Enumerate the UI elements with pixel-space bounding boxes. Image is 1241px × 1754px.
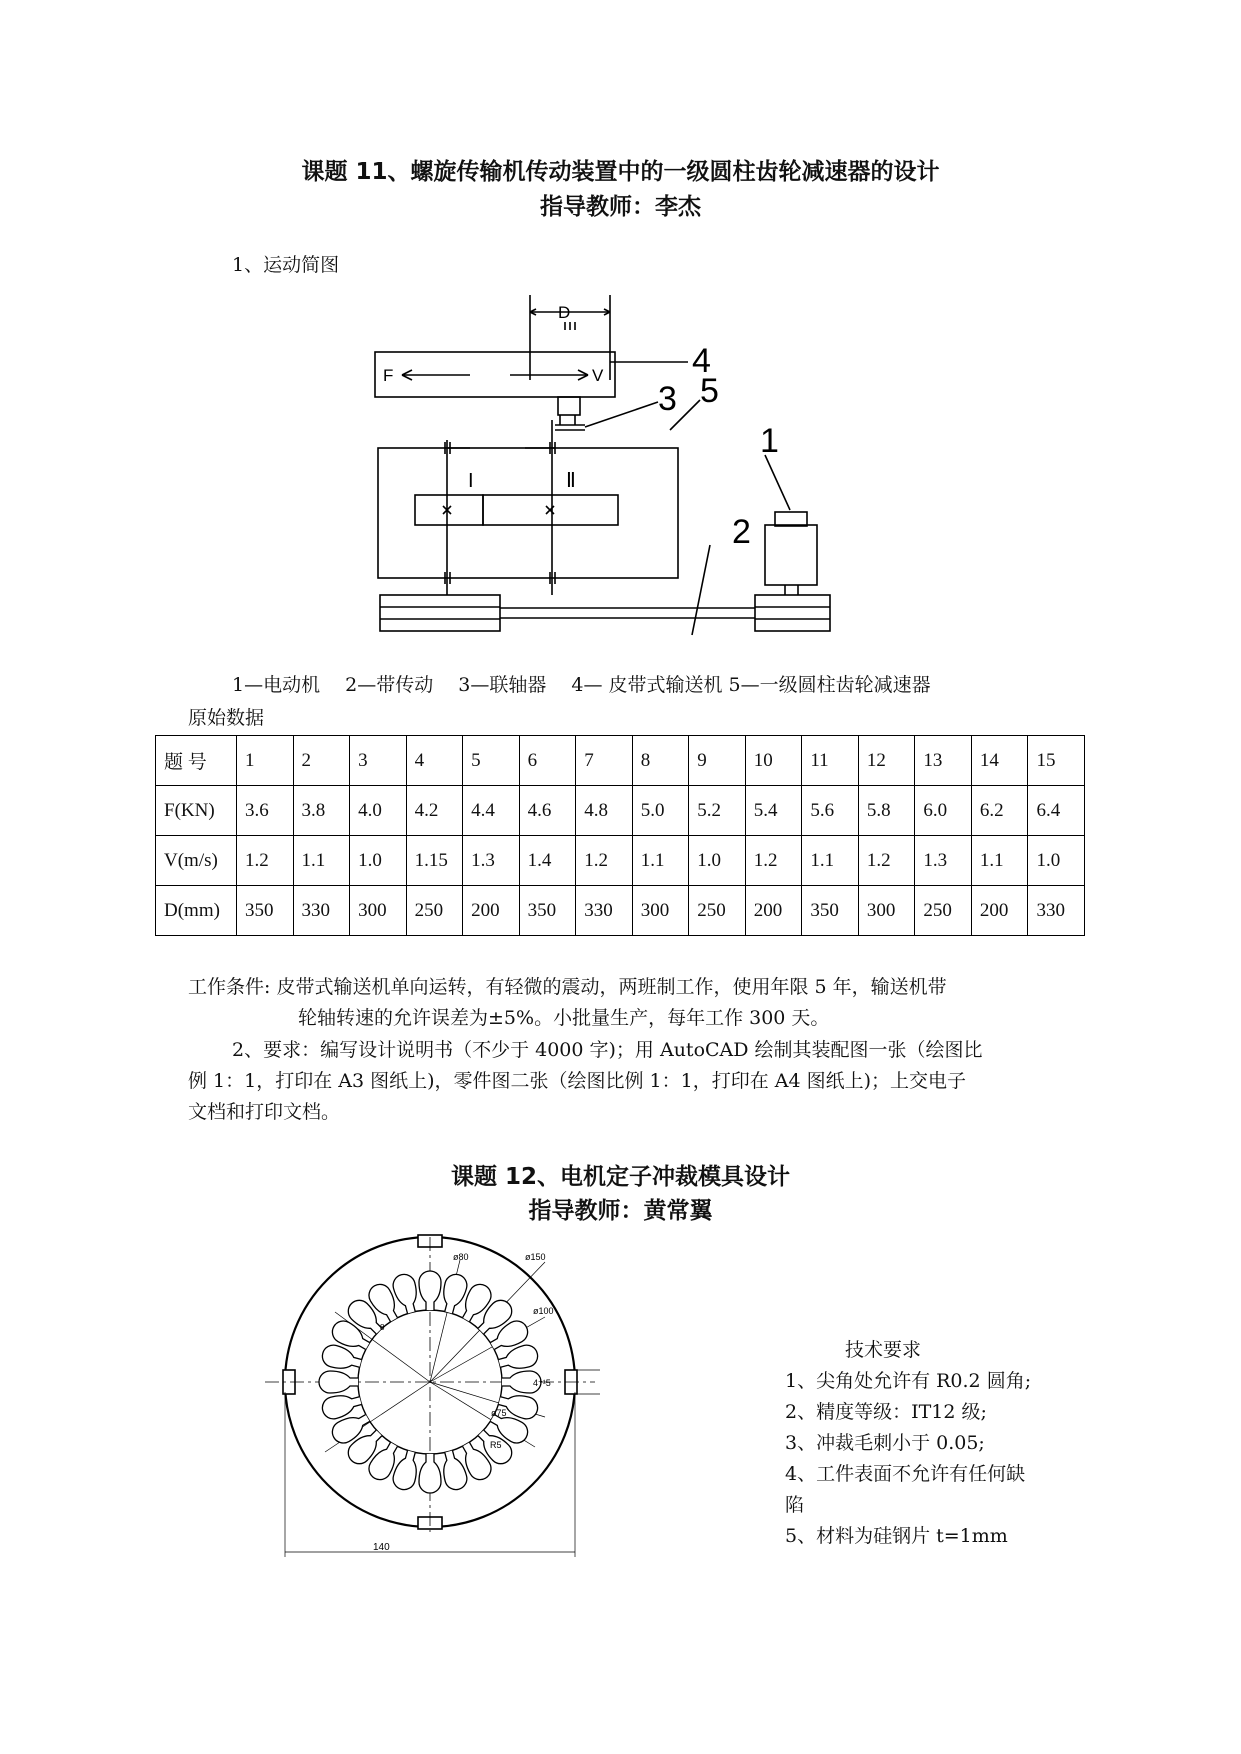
table-row xyxy=(156,736,1085,786)
conditions-line-2: 轮轴转速的允许误差为±5%。小批量生产，每年工作 300 天。 xyxy=(298,1007,830,1029)
table-row xyxy=(156,836,1085,886)
table-cell: 1.2 xyxy=(858,836,915,886)
table-cell: 3.6 xyxy=(237,786,294,836)
stator-slot xyxy=(419,1271,441,1310)
stator-drawing xyxy=(255,1232,605,1562)
dim-d150: ø150 xyxy=(525,1252,546,1262)
label-f: F xyxy=(383,366,394,385)
stator-slot xyxy=(391,1449,422,1492)
table-cell: 350 xyxy=(519,886,576,936)
table-cell: 9 xyxy=(689,736,746,786)
table-cell: 15 xyxy=(1028,736,1085,786)
table-row-label: F(KN) xyxy=(156,786,237,836)
tech-req-item: 3、冲裁毛刺小于 0.05; xyxy=(785,1432,985,1454)
table-cell: 3.8 xyxy=(293,786,350,836)
dim-r5: R5 xyxy=(490,1440,502,1450)
table-cell: 11 xyxy=(802,736,859,786)
tech-req-item: 2、精度等级：IT12 级; xyxy=(785,1401,987,1423)
table-row xyxy=(156,786,1085,836)
label-shaft-1: I xyxy=(468,470,474,492)
stator-slot xyxy=(419,1454,441,1493)
table-cell: 4.4 xyxy=(463,786,520,836)
table-row xyxy=(156,886,1085,936)
table-cell: 4.6 xyxy=(519,786,576,836)
requirements-line-3: 文档和打印文档。 xyxy=(188,1101,341,1123)
label-4: 4 xyxy=(692,342,711,380)
table-cell: 6 xyxy=(519,736,576,786)
table-cell: 6.2 xyxy=(971,786,1028,836)
topic11-advisor: 指导教师：李杰 xyxy=(540,194,701,220)
stator-slot xyxy=(438,1449,469,1492)
conditions-line-1: 工作条件: 皮带式输送机单向运转，有轻微的震动，两班制工作，使用年限 5 年，输送机带 xyxy=(188,976,947,998)
table-header-label: 题 号 xyxy=(156,736,237,786)
label-1: 1 xyxy=(760,422,779,460)
table-cell: 1.1 xyxy=(632,836,689,886)
label-2: 2 xyxy=(732,513,751,551)
table-cell: 300 xyxy=(632,886,689,936)
tech-req-title: 技术要求 xyxy=(845,1339,922,1361)
tech-req-item: 陷 xyxy=(785,1494,805,1516)
table-cell: 330 xyxy=(576,886,633,936)
table-cell: 1 xyxy=(237,736,294,786)
table-cell: 4 xyxy=(406,736,463,786)
table-cell: 1.1 xyxy=(293,836,350,886)
table-cell: 12 xyxy=(858,736,915,786)
dim-d75: ø75 xyxy=(491,1408,507,1418)
table-cell: 6.0 xyxy=(915,786,972,836)
table-cell: 350 xyxy=(802,886,859,936)
topic11-title: 课题 11、螺旋传输机传动装置中的一级圆柱齿轮减速器的设计 xyxy=(301,159,940,185)
table-cell: 250 xyxy=(915,886,972,936)
table-cell: 1.2 xyxy=(745,836,802,886)
diagram-legend: 1—电动机 2—带传动 3—联轴器 4— 皮带式输送机 5—一级圆柱齿轮减速器 xyxy=(232,674,931,696)
table-cell: 1.2 xyxy=(237,836,294,886)
tech-req-item: 4、工件表面不允许有任何缺 xyxy=(785,1463,1026,1485)
table-cell: 4.2 xyxy=(406,786,463,836)
label-3: 3 xyxy=(658,380,677,418)
stator-slot xyxy=(320,1343,363,1374)
stator-slot xyxy=(320,1390,363,1421)
table-cell: 300 xyxy=(858,886,915,936)
table-cell: 5.8 xyxy=(858,786,915,836)
table-cell: 200 xyxy=(971,886,1028,936)
section-kinematic-diagram: 1、运动简图 xyxy=(232,254,340,276)
dim-d80: ø80 xyxy=(453,1252,469,1262)
dim-4-15: 4⁺¹5 xyxy=(533,1378,551,1388)
dim-d100: ø100 xyxy=(533,1306,554,1316)
topic12-advisor: 指导教师：黄常翼 xyxy=(528,1198,713,1224)
table-cell: 5.0 xyxy=(632,786,689,836)
table-cell: 1.0 xyxy=(689,836,746,886)
table-cell: 1.3 xyxy=(915,836,972,886)
table-cell: 3 xyxy=(350,736,407,786)
label-d: D xyxy=(558,303,571,322)
table-cell: 350 xyxy=(237,886,294,936)
stator-slot xyxy=(438,1272,469,1315)
data-table xyxy=(155,735,1085,936)
table-cell: 330 xyxy=(293,886,350,936)
data-heading: 原始数据 xyxy=(188,707,265,729)
table-cell: 1.1 xyxy=(802,836,859,886)
table-cell: 1.4 xyxy=(519,836,576,886)
table-cell: 250 xyxy=(689,886,746,936)
table-cell: 300 xyxy=(350,886,407,936)
stator-slot xyxy=(391,1272,422,1315)
table-cell: 1.0 xyxy=(1028,836,1085,886)
table-row-label: V(m/s) xyxy=(156,836,237,886)
label-v: V xyxy=(592,366,604,385)
topic12-title: 课题 12、电机定子冲裁模具设计 xyxy=(450,1164,790,1190)
table-cell: 7 xyxy=(576,736,633,786)
table-cell: 330 xyxy=(1028,886,1085,936)
table-cell: 1.15 xyxy=(406,836,463,886)
table-cell: 6.4 xyxy=(1028,786,1085,836)
table-cell: 4.8 xyxy=(576,786,633,836)
requirements-line-1: 2、要求：编写设计说明书（不少于 4000 字)；用 AutoCAD 绘制其装配图一张（绘图比 xyxy=(232,1039,983,1061)
table-cell: 10 xyxy=(745,736,802,786)
requirements-line-2: 例 1：1，打印在 A3 图纸上)，零件图二张（绘图比例 1：1，打印在 A4 图纸上)；上交电子 xyxy=(188,1070,967,1092)
table-row-label: D(mm) xyxy=(156,886,237,936)
dim-140: 140 xyxy=(373,1542,390,1553)
stator-slot xyxy=(497,1343,540,1374)
label-5: 5 xyxy=(700,372,719,410)
technical-requirements xyxy=(785,1335,1075,1552)
table-cell: 1.0 xyxy=(350,836,407,886)
table-cell: 5.4 xyxy=(745,786,802,836)
dim-8: 8 xyxy=(380,1323,385,1332)
table-cell: 5.6 xyxy=(802,786,859,836)
tech-req-item: 5、材料为硅钢片 t=1mm xyxy=(785,1525,1008,1547)
table-cell: 8 xyxy=(632,736,689,786)
table-cell: 1.3 xyxy=(463,836,520,886)
table-cell: 1.1 xyxy=(971,836,1028,886)
table-cell: 5 xyxy=(463,736,520,786)
tech-req-item: 1、尖角处允许有 R0.2 圆角; xyxy=(785,1370,1032,1392)
table-cell: 1.2 xyxy=(576,836,633,886)
table-cell: 200 xyxy=(463,886,520,936)
table-cell: 2 xyxy=(293,736,350,786)
stator-slot xyxy=(319,1371,358,1393)
table-cell: 4.0 xyxy=(350,786,407,836)
table-cell: 5.2 xyxy=(689,786,746,836)
table-cell: 250 xyxy=(406,886,463,936)
label-shaft-2: Ⅱ xyxy=(566,470,576,492)
table-cell: 14 xyxy=(971,736,1028,786)
table-cell: 200 xyxy=(745,886,802,936)
table-cell: 13 xyxy=(915,736,972,786)
kinematic-diagram xyxy=(370,290,890,640)
